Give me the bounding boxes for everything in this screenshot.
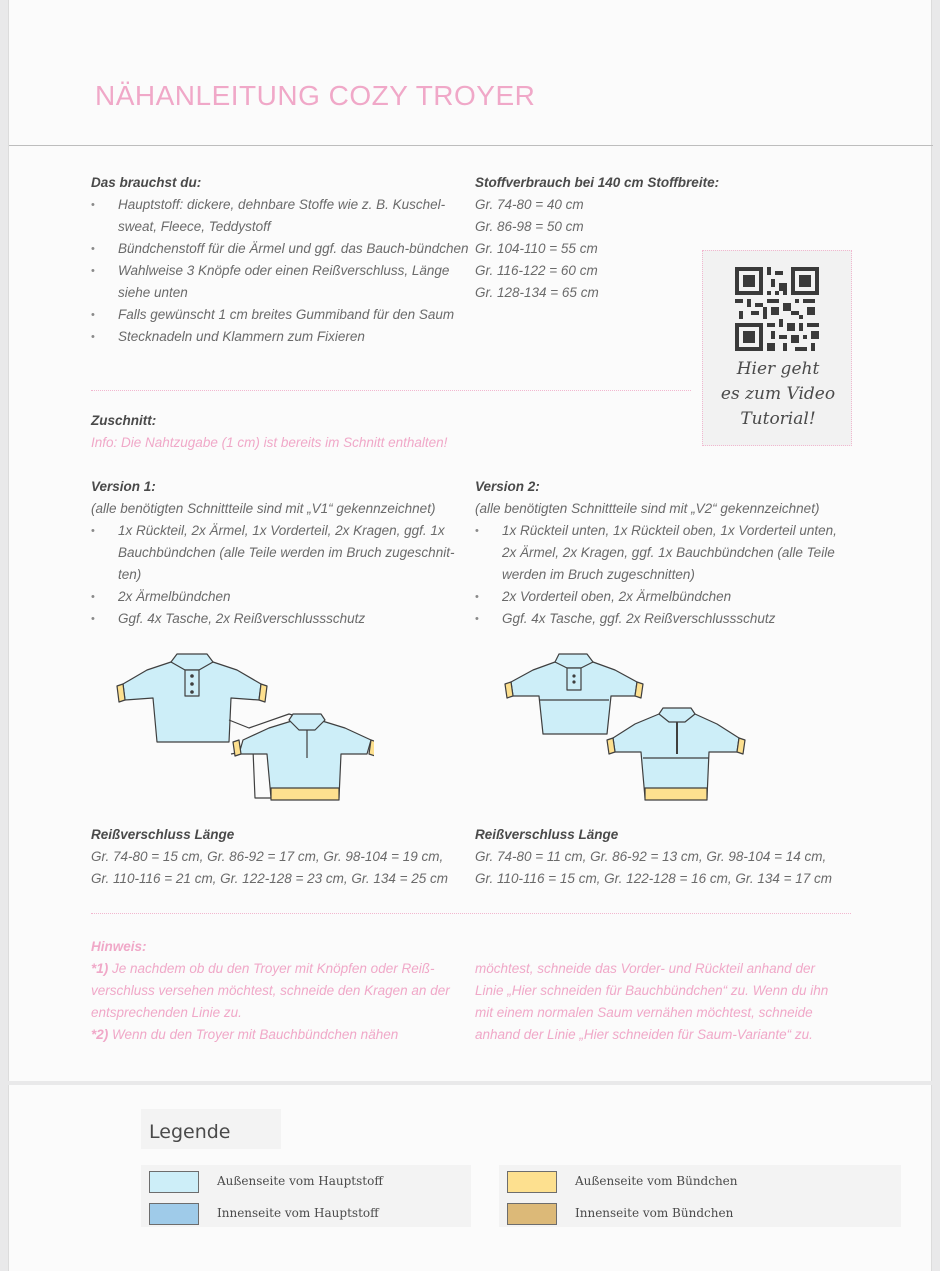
- fabric-heading: Stoffverbrauch bei 140 cm Stoffbreite:: [475, 175, 720, 190]
- page-one: [8, 0, 932, 1081]
- version1-subtitle: (alle benötigten Schnittteile sind mit „V1“ gekennzeichnet): [91, 501, 436, 516]
- note-text: Je nachdem ob du den Troyer mit Knöpfen oder Reiß-: [112, 961, 435, 976]
- dotted-divider: [91, 390, 691, 391]
- qr-code-icon: [735, 267, 819, 351]
- note-line: anhand der Linie „Hier schneiden für Saum-Variante“ zu.: [475, 1027, 813, 1042]
- legend-label: Außenseite vom Hauptstoff: [217, 1174, 383, 1188]
- swatch-cuff-inner: [507, 1203, 557, 1225]
- swatch-main-inner: [149, 1203, 199, 1225]
- version1-zip-section: [91, 824, 471, 890]
- cutting-heading: Zuschnitt:: [91, 413, 157, 428]
- legend-item: [149, 1171, 449, 1197]
- note-line: entsprechenden Linie zu.: [91, 1005, 242, 1020]
- page-title: NÄHANLEITUNG COZY TROYER: [95, 80, 536, 111]
- list-item: • 1x Rückteil unten, 1x Rückteil oben, 1x Vorderteil unten, 2x Ärmel, 2x Kragen, ggf. 1x Bauchbündchen (alle Teile werden im Bruch zugeschnitten): [475, 520, 845, 586]
- zip-line: Gr. 74-80 = 11 cm, Gr. 86-92 = 13 cm, Gr. 98-104 = 14 cm,: [475, 849, 827, 864]
- needs-section: [91, 172, 471, 348]
- version2-zip-section: [475, 824, 855, 890]
- needs-heading: Das brauchst du:: [91, 175, 202, 190]
- zip-line: Gr. 110-116 = 15 cm, Gr. 122-128 = 16 cm, Gr. 134 = 17 cm: [475, 871, 833, 886]
- qr-caption-line: Hier geht: [736, 359, 820, 379]
- list-item: • Wahlweise 3 Knöpfe oder einen Reißverschluss, Länge siehe unten: [91, 260, 471, 304]
- note-line: mit einem normalen Saum vernähen möchtest, schneide: [475, 1005, 813, 1020]
- note-right-column: [475, 958, 855, 1046]
- list-item: • 2x Ärmelbündchen: [91, 586, 461, 608]
- legend-page: [8, 1085, 932, 1271]
- zip-heading: Reißverschluss Länge: [475, 827, 619, 842]
- video-tutorial-qr-link[interactable]: [702, 250, 852, 446]
- note-line: [91, 958, 461, 980]
- list-item: • Falls gewünscht 1 cm breites Gummiband für den Saum: [91, 304, 471, 326]
- legend-label: Innenseite vom Hauptstoff: [217, 1206, 379, 1220]
- list-item: • Ggf. 4x Tasche, ggf. 2x Reißverschlussschutz: [475, 608, 845, 630]
- version2-sweater-illustration: [499, 650, 749, 810]
- legend-label: Außenseite vom Bündchen: [575, 1174, 738, 1188]
- list-item: • Stecknadeln und Klammern zum Fixieren: [91, 326, 471, 348]
- zip-line: Gr. 74-80 = 15 cm, Gr. 86-92 = 17 cm, Gr. 98-104 = 19 cm,: [91, 849, 444, 864]
- note-heading: Hinweis:: [91, 939, 147, 954]
- fabric-row: Gr. 86-98 = 50 cm: [475, 219, 584, 234]
- needs-list: [91, 194, 471, 348]
- legend-title: Legende: [149, 1121, 231, 1143]
- fabric-row: Gr. 104-110 = 55 cm: [475, 241, 598, 256]
- note-left-column: [91, 936, 461, 1046]
- note-marker: *2): [91, 1027, 109, 1042]
- qr-caption-line: Tutorial!: [740, 409, 816, 429]
- dotted-divider: [91, 913, 851, 914]
- qr-caption-line: es zum Video: [720, 384, 836, 404]
- zip-line: Gr. 110-116 = 21 cm, Gr. 122-128 = 23 cm, Gr. 134 = 25 cm: [91, 871, 449, 886]
- version1-heading: Version 1:: [91, 479, 156, 494]
- note-line: möchtest, schneide das Vorder- und Rückteil anhand der: [475, 961, 815, 976]
- cutting-info: Info: Die Nahtzugabe (1 cm) ist bereits im Schnitt enthalten!: [91, 435, 448, 450]
- qr-caption: [703, 357, 853, 432]
- legend-item: [149, 1203, 449, 1229]
- list-item: • Hauptstoff: dickere, dehnbare Stoffe wie z. B. Kuschel-sweat, Fleece, Teddystoff: [91, 194, 471, 238]
- swatch-main-outer: [149, 1171, 199, 1193]
- legend-label: Innenseite vom Bündchen: [575, 1206, 734, 1220]
- legend-item: [507, 1203, 807, 1229]
- note-line: verschluss versehen möchtest, schneide den Kragen an der: [91, 983, 450, 998]
- version2-subtitle: (alle benötigten Schnittteile sind mit „V2“ gekennzeichnet): [475, 501, 820, 516]
- title-divider: [9, 145, 933, 146]
- version2-section: [475, 476, 845, 630]
- version1-sweater-illustration: [109, 650, 374, 810]
- list-item: • 1x Rückteil, 2x Ärmel, 1x Vorderteil, 2x Kragen, ggf. 1x Bauchbündchen (alle Teile werden im Bruch zugeschnit-ten): [91, 520, 461, 586]
- list-item: • Bündchenstoff für die Ärmel und ggf. das Bauch-bündchen: [91, 238, 471, 260]
- list-item: • 2x Vorderteil oben, 2x Ärmelbündchen: [475, 586, 845, 608]
- version2-list: [475, 520, 845, 630]
- note-text: Wenn du den Troyer mit Bauchbündchen nähen: [112, 1027, 399, 1042]
- version1-section: [91, 476, 461, 630]
- fabric-row: Gr. 128-134 = 65 cm: [475, 285, 599, 300]
- note-line: [91, 1024, 461, 1046]
- legend-item: [507, 1171, 807, 1197]
- fabric-row: Gr. 116-122 = 60 cm: [475, 263, 598, 278]
- list-item: • Ggf. 4x Tasche, 2x Reißverschlussschutz: [91, 608, 461, 630]
- cutting-section: [91, 410, 591, 454]
- fabric-row: Gr. 74-80 = 40 cm: [475, 197, 584, 212]
- swatch-cuff-outer: [507, 1171, 557, 1193]
- zip-heading: Reißverschluss Länge: [91, 827, 235, 842]
- note-marker: *1): [91, 961, 109, 976]
- version2-heading: Version 2:: [475, 479, 540, 494]
- note-line: Linie „Hier schneiden für Bauchbündchen“ zu. Wenn du ihn: [475, 983, 829, 998]
- version1-list: [91, 520, 461, 630]
